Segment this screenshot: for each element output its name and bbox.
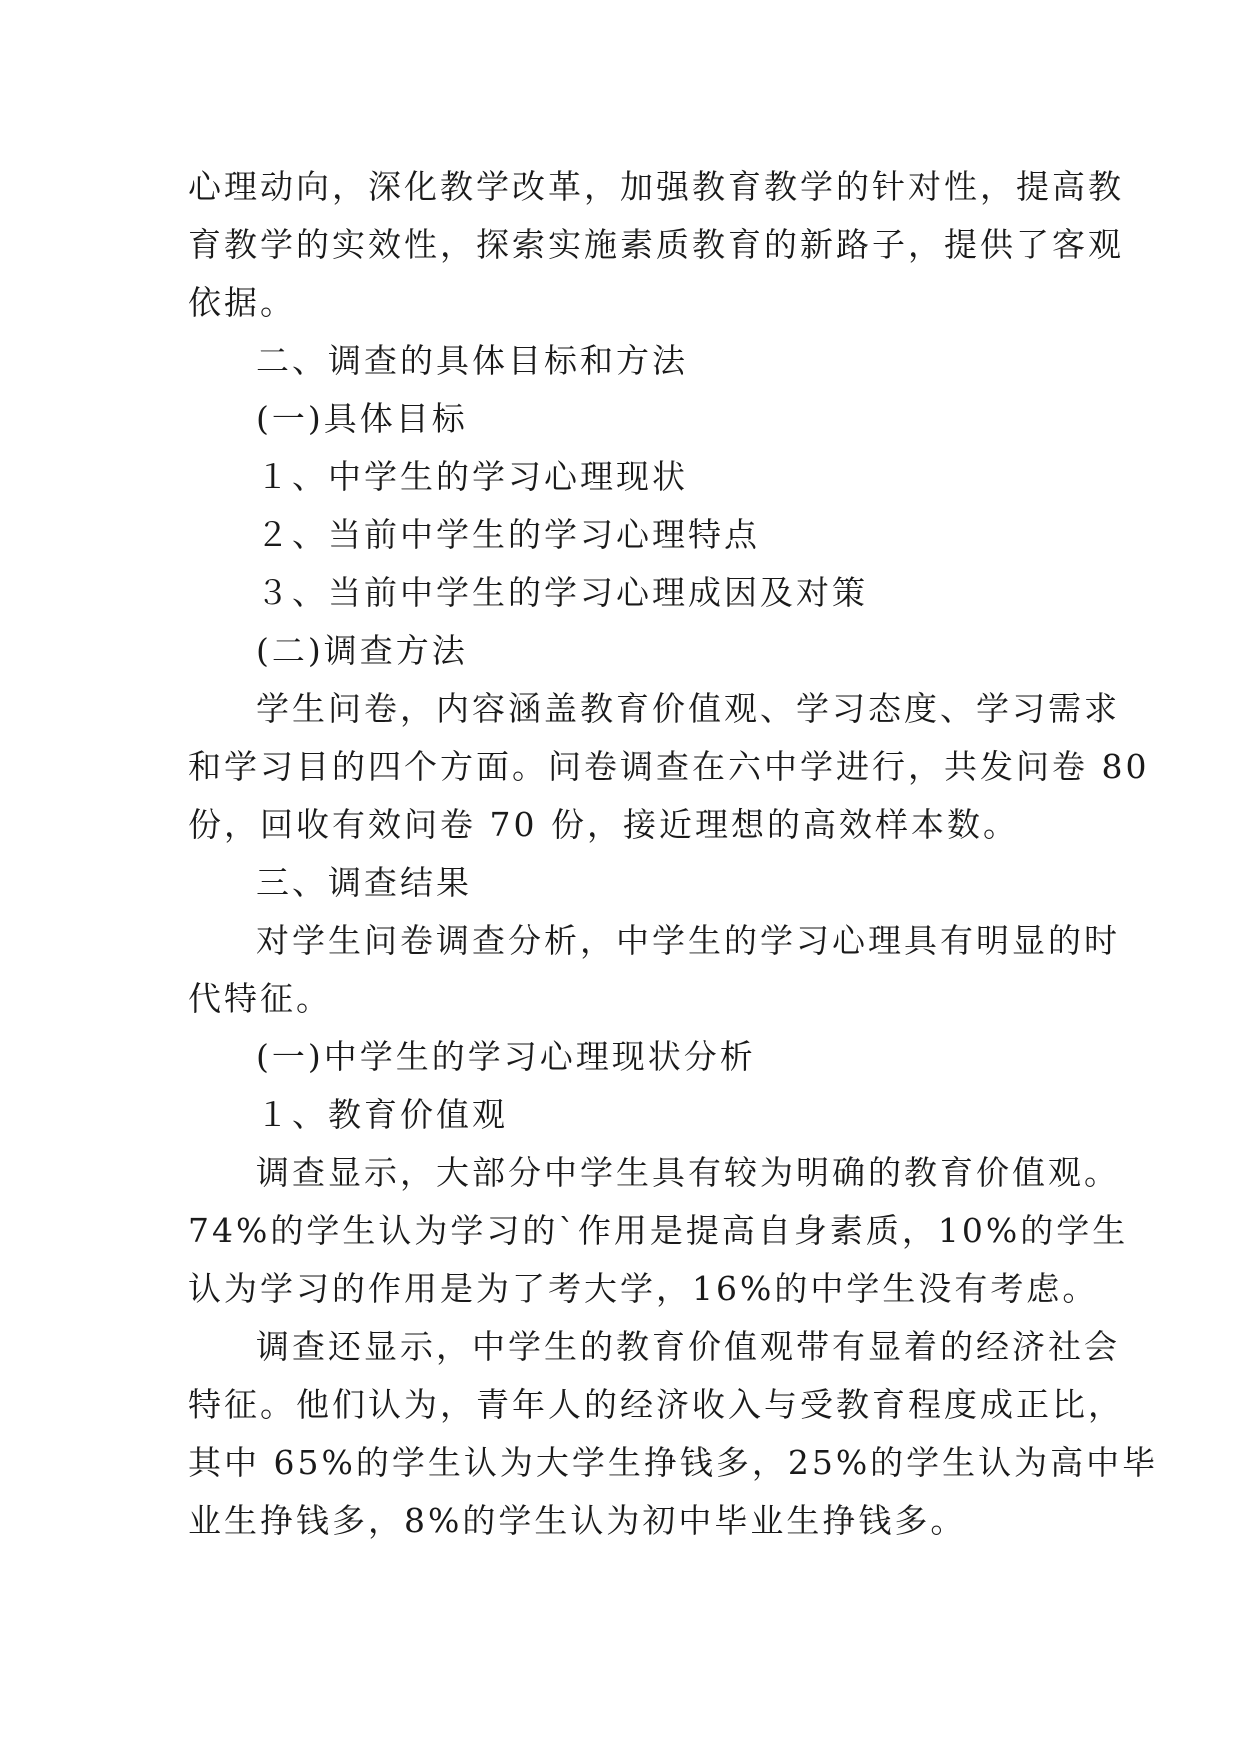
paragraph-line: 心理动向，深化教学改革，加强教育教学的针对性，提高教 (188, 167, 1124, 206)
section-heading: 三、调查结果 (256, 863, 472, 902)
paragraph-line: 份，回收有效问卷 70 份，接近理想的高效样本数。 (188, 805, 1019, 844)
document-body (188, 158, 1159, 1550)
paragraph-line: 代特征。 (188, 979, 332, 1018)
paragraph-line: 认为学习的作用是为了考大学，16%的中学生没有考虑。 (188, 1269, 1099, 1308)
section-heading: 二、调查的具体目标和方法 (256, 341, 688, 380)
subsection-heading: (二)调查方法 (256, 631, 468, 670)
paragraph-line: 74%的学生认为学习的`作用是提高自身素质，10%的学生 (188, 1211, 1129, 1250)
list-item: １、教育价值观 (256, 1095, 508, 1134)
paragraph-line: 特征。他们认为，青年人的经济收入与受教育程度成正比， (188, 1385, 1124, 1424)
paragraph-line: 依据。 (188, 283, 296, 322)
paragraph-line: 调查显示，大部分中学生具有较为明确的教育价值观。 (256, 1153, 1120, 1192)
paragraph-line: 学生问卷，内容涵盖教育价值观、学习态度、学习需求 (256, 689, 1120, 728)
paragraph-line: 和学习目的四个方面。问卷调查在六中学进行，共发问卷 80 (188, 747, 1150, 786)
subsection-heading: (一)中学生的学习心理现状分析 (256, 1037, 756, 1076)
subsection-heading: (一)具体目标 (256, 399, 468, 438)
list-item: １、中学生的学习心理现状 (256, 457, 688, 496)
paragraph-line: 业生挣钱多，8%的学生认为初中毕业生挣钱多。 (188, 1501, 967, 1540)
paragraph-line: 调查还显示，中学生的教育价值观带有显着的经济社会 (256, 1327, 1120, 1366)
paragraph-line: 育教学的实效性，探索实施素质教育的新路子，提供了客观 (188, 225, 1124, 264)
paragraph-line: 其中 65%的学生认为大学生挣钱多，25%的学生认为高中毕 (188, 1443, 1159, 1482)
paragraph-line: 对学生问卷调查分析，中学生的学习心理具有明显的时 (256, 921, 1120, 960)
list-item: ３、当前中学生的学习心理成因及对策 (256, 573, 868, 612)
list-item: ２、当前中学生的学习心理特点 (256, 515, 760, 554)
